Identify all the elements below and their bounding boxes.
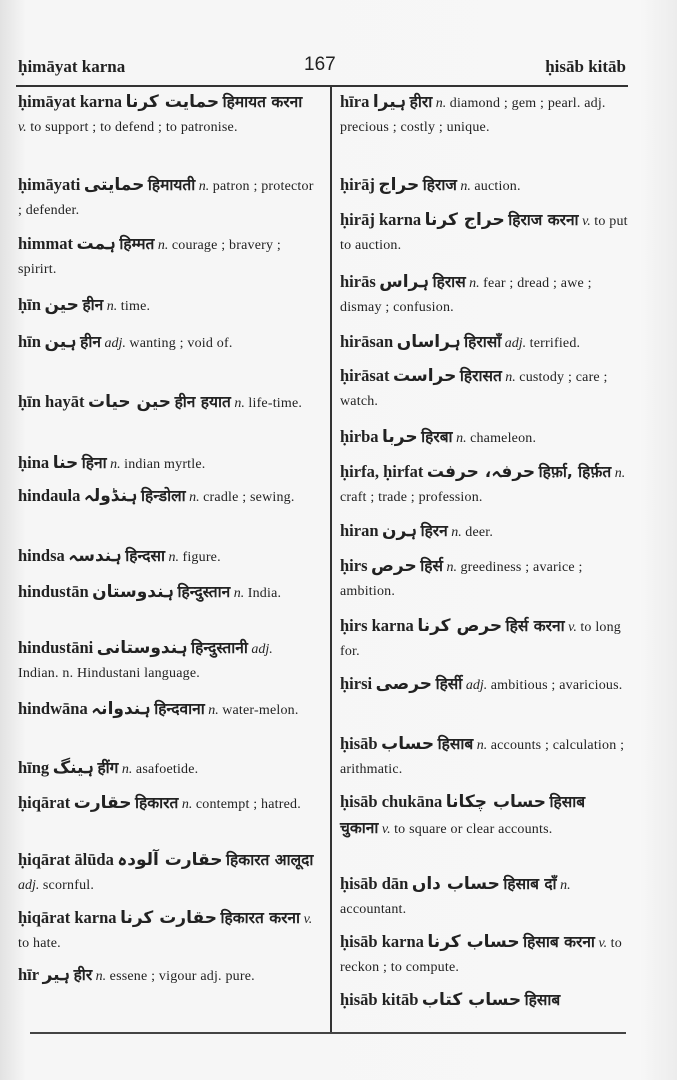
- part-of-speech: n.: [505, 370, 516, 385]
- devanagari-script: हिसाब: [524, 991, 561, 1009]
- definition: wanting ; void of.: [129, 336, 233, 351]
- urdu-script: حرص کرنا: [417, 616, 503, 636]
- dictionary-entry: [18, 544, 314, 570]
- urdu-script: حراست: [393, 366, 457, 386]
- part-of-speech: v.: [381, 822, 391, 837]
- devanagari-script: हिर्स करना: [505, 617, 565, 635]
- part-of-speech: v.: [18, 120, 27, 135]
- definition: India.: [247, 586, 282, 601]
- dictionary-entry: [340, 270, 628, 320]
- urdu-script: ہرن: [382, 521, 418, 541]
- dictionary-entry: [18, 848, 314, 898]
- headword: hirāsan: [340, 332, 394, 351]
- devanagari-script: हीरा: [409, 93, 433, 111]
- devanagari-script: हींग: [97, 759, 119, 777]
- definition: courage ; bravery ; spirirt.: [18, 238, 281, 277]
- definition: chameleon.: [470, 431, 537, 446]
- devanagari-script: हीन हयात: [174, 393, 231, 411]
- definition: custody ; care ; watch.: [340, 370, 608, 409]
- dictionary-entry: [340, 672, 628, 698]
- devanagari-script: हिरास: [432, 273, 466, 291]
- devanagari-script: हीर: [73, 966, 93, 984]
- headword: hindaula: [18, 486, 81, 505]
- headword: ḥiqārat: [18, 793, 71, 812]
- dictionary-entry: [18, 963, 314, 989]
- definition: scornful.: [42, 878, 95, 893]
- devanagari-script: हिसाब: [437, 735, 474, 753]
- part-of-speech: adj.: [465, 678, 488, 693]
- definition: to support ; to defend ; to patronise.: [30, 120, 238, 135]
- definition: essene ; vigour adj. pure.: [109, 969, 255, 984]
- headword: ḥīn hayāt: [18, 392, 85, 411]
- headword: ḥirsi: [340, 674, 373, 693]
- urdu-script: حساب: [381, 734, 435, 754]
- dictionary-entry: [340, 988, 628, 1014]
- urdu-script: حساب چکانا: [445, 792, 546, 812]
- dictionary-entry: [18, 293, 314, 319]
- part-of-speech: adj.: [104, 336, 126, 351]
- devanagari-script: हिरासाँ: [464, 333, 502, 351]
- dictionary-entry: [340, 364, 628, 414]
- headword: hindustān: [18, 582, 89, 601]
- headword: ḥiqārat ālūda: [18, 850, 114, 869]
- headword: ḥirba: [340, 427, 379, 446]
- urdu-script: حراج کرنا: [424, 210, 505, 230]
- devanagari-script: हिमायत करना: [222, 93, 303, 111]
- definition: cradle ; sewing.: [203, 490, 295, 505]
- devanagari-script: हिकारत आलूदा: [226, 851, 314, 869]
- part-of-speech: n.: [233, 586, 245, 601]
- definition: figure.: [182, 550, 221, 565]
- urdu-script: حرصی: [375, 674, 433, 694]
- urdu-script: حقارت کرنا: [120, 908, 217, 928]
- urdu-script: ہین: [44, 332, 77, 352]
- headword: ḥirs: [340, 556, 368, 575]
- devanagari-script: हिन्दसा: [125, 547, 165, 565]
- header-guide-word-left: ḥimāyat karna: [18, 57, 126, 76]
- headword: ḥirfa, ḥirfat: [340, 462, 424, 481]
- part-of-speech: n.: [469, 276, 480, 291]
- devanagari-script: हिन्डोला: [141, 487, 186, 505]
- headword: hindsa: [18, 546, 65, 565]
- definition: accounts ; calculation ; arithmatic.: [340, 738, 625, 777]
- dictionary-entry: [340, 460, 628, 510]
- header-rule: [16, 85, 628, 87]
- headword: hīng: [18, 758, 50, 777]
- definition: greediness ; avarice ; ambition.: [340, 560, 583, 599]
- urdu-script: ہندوستان: [92, 582, 174, 602]
- devanagari-script: हिन्दवाना: [154, 700, 205, 718]
- dictionary-entry: [18, 580, 314, 606]
- part-of-speech: n.: [95, 969, 107, 984]
- header-guide-word-right: ḥisāb kitāb: [545, 57, 626, 76]
- dictionary-entry: [18, 173, 314, 223]
- headword: ḥina: [18, 453, 50, 472]
- dictionary-entry: [18, 636, 314, 686]
- dictionary-entry: [18, 451, 314, 477]
- definition: life-time.: [248, 396, 303, 411]
- dictionary-entry: [18, 232, 314, 282]
- headword: hīra: [340, 92, 370, 111]
- dictionary-entry: [340, 90, 628, 140]
- urdu-script: حربا: [382, 427, 418, 447]
- part-of-speech: n.: [208, 703, 219, 718]
- page-header: [18, 52, 626, 82]
- dictionary-entry: [340, 872, 628, 922]
- dictionary-entry: [18, 484, 314, 510]
- devanagari-script: हिर्स: [420, 557, 443, 575]
- dictionary-entry: [18, 90, 314, 140]
- part-of-speech: n.: [189, 490, 200, 505]
- devanagari-script: हिम्मत: [119, 235, 155, 253]
- urdu-script: حین حیات: [87, 392, 172, 412]
- part-of-speech: n.: [234, 396, 245, 411]
- dictionary-entry: [340, 208, 628, 258]
- headword: hīn: [18, 332, 41, 351]
- urdu-script: ہمت: [76, 234, 116, 254]
- definition: to reckon ; to compute.: [340, 936, 622, 975]
- headword: ḥirāj karna: [340, 210, 422, 229]
- headword: ḥisāb: [340, 734, 378, 753]
- definition: to square or clear accounts.: [394, 822, 553, 837]
- dictionary-entry: [340, 554, 628, 604]
- part-of-speech: n.: [106, 299, 118, 314]
- devanagari-script: हिसाब चुकाना: [340, 793, 586, 837]
- headword: hirās: [340, 272, 376, 291]
- urdu-script: ہندوانہ: [91, 699, 151, 719]
- dictionary-entry: [340, 614, 628, 664]
- headword: hiran: [340, 521, 379, 540]
- part-of-speech: n.: [456, 431, 467, 446]
- part-of-speech: v.: [598, 936, 608, 951]
- urdu-script: ہیر: [42, 965, 71, 985]
- urdu-script: حمایتی: [83, 175, 145, 195]
- part-of-speech: n.: [451, 525, 462, 540]
- definition: terrified.: [529, 336, 581, 351]
- urdu-script: حراج: [378, 175, 420, 195]
- urdu-script: حقارت: [73, 793, 132, 813]
- dictionary-entry: [18, 791, 314, 817]
- dictionary-entry: [18, 330, 314, 356]
- part-of-speech: n.: [476, 738, 488, 753]
- definition: ambitious ; avaricious.: [490, 678, 623, 693]
- urdu-script: ہندوستانی: [96, 638, 188, 658]
- headword: ḥimāyat karna: [18, 92, 123, 111]
- urdu-script: حساب کرنا: [427, 932, 520, 952]
- part-of-speech: n.: [446, 560, 457, 575]
- definition: deer.: [465, 525, 494, 540]
- part-of-speech: adj.: [18, 878, 40, 893]
- definition: asafoetide.: [135, 762, 199, 777]
- dictionary-entry: [340, 173, 628, 199]
- headword: ḥisāb karna: [340, 932, 424, 951]
- part-of-speech: n.: [614, 466, 626, 481]
- part-of-speech: n.: [435, 96, 447, 111]
- headword: ḥiqārat karna: [18, 908, 117, 927]
- dictionary-entry: [340, 732, 628, 782]
- definition: water-melon.: [222, 703, 299, 718]
- part-of-speech: n.: [121, 762, 133, 777]
- devanagari-script: हिरबा: [421, 428, 453, 446]
- dictionary-entry: [340, 790, 628, 842]
- urdu-script: حرص: [371, 556, 417, 576]
- devanagari-script: हिसाब दाँ: [503, 875, 557, 893]
- headword: ḥisāb chukāna: [340, 792, 443, 811]
- devanagari-script: हिना: [81, 454, 107, 472]
- devanagari-script: हीन: [82, 296, 104, 314]
- part-of-speech: n.: [198, 179, 210, 194]
- dictionary-entry: [340, 330, 628, 356]
- part-of-speech: v.: [582, 214, 591, 229]
- page-number: 167: [304, 54, 336, 75]
- column-divider: [330, 87, 332, 1032]
- headword: ḥimāyati: [18, 175, 81, 194]
- devanagari-script: हिरन: [420, 522, 448, 540]
- devanagari-script: हिन्दुस्तान: [177, 583, 231, 601]
- definition: Indian. n. Hindustani language.: [18, 666, 200, 681]
- devanagari-script: हिन्दुस्तानी: [191, 639, 248, 657]
- headword: ḥirāj: [340, 175, 375, 194]
- urdu-script: حقارت آلودہ: [117, 850, 223, 870]
- urdu-script: ہراس: [379, 272, 430, 292]
- urdu-script: ہیرا: [372, 92, 407, 112]
- dictionary-entry: [340, 519, 628, 545]
- urdu-script: ہندسہ: [68, 546, 122, 566]
- headword: ḥisāb dān: [340, 874, 409, 893]
- definition: to put to auction.: [340, 214, 628, 253]
- headword: ḥīn: [18, 295, 41, 314]
- headword: himmat: [18, 234, 73, 253]
- devanagari-script: हिकारत करना: [220, 909, 301, 927]
- devanagari-script: हिराज करना: [508, 211, 579, 229]
- dictionary-entry: [18, 697, 314, 723]
- headword: hīr: [18, 965, 40, 984]
- dictionary-entry: [18, 756, 314, 782]
- part-of-speech: n.: [181, 797, 193, 812]
- part-of-speech: adj.: [251, 642, 273, 657]
- devanagari-script: हिर्फ़ा, हिर्फ़त: [538, 463, 612, 481]
- urdu-script: حساب کتاب: [421, 990, 522, 1010]
- devanagari-script: हिर्सी: [435, 675, 463, 693]
- footer-rule: [30, 1032, 626, 1034]
- part-of-speech: n.: [157, 238, 169, 253]
- headword: hindwāna: [18, 699, 88, 718]
- headword: ḥisāb kitāb: [340, 990, 419, 1009]
- urdu-script: حساب داں: [411, 874, 500, 894]
- urdu-script: ہنڈولہ: [83, 486, 138, 506]
- part-of-speech: v.: [303, 912, 313, 927]
- part-of-speech: n.: [560, 878, 571, 893]
- urdu-script: ہراساں: [396, 332, 461, 352]
- urdu-script: حمایت کرنا: [125, 92, 220, 112]
- urdu-script: حنا: [52, 453, 79, 473]
- headword: ḥirs karna: [340, 616, 414, 635]
- devanagari-script: हिमायती: [147, 176, 196, 194]
- definition: fear ; dread ; awe ; dismay ; confusion.: [340, 276, 592, 315]
- urdu-script: ہینگ: [52, 758, 94, 778]
- devanagari-script: हिराज: [422, 176, 457, 194]
- definition: craft ; trade ; profession.: [340, 490, 483, 505]
- part-of-speech: n.: [460, 179, 471, 194]
- definition: diamond ; gem ; pearl. adj. precious ; costly ; unique.: [340, 96, 606, 135]
- part-of-speech: adj.: [504, 336, 527, 351]
- definition: patron ; protector ; defender.: [18, 179, 314, 218]
- devanagari-script: हिकारत: [135, 794, 179, 812]
- definition: to long for.: [340, 620, 622, 659]
- dictionary-entry: [18, 906, 314, 956]
- devanagari-script: हीन: [80, 333, 101, 351]
- headword: ḥirāsat: [340, 366, 390, 385]
- definition: contempt ; hatred.: [195, 797, 301, 812]
- devanagari-script: हिसाब करना: [523, 933, 595, 951]
- headword: hindustāni: [18, 638, 94, 657]
- definition: time.: [120, 299, 151, 314]
- devanagari-script: हिरासत: [459, 367, 502, 385]
- dictionary-entry: [340, 930, 628, 980]
- definition: to hate.: [18, 936, 61, 951]
- part-of-speech: n.: [168, 550, 179, 565]
- dictionary-entry: [340, 425, 628, 451]
- definition: indian myrtle.: [124, 457, 206, 472]
- definition: accountant.: [340, 902, 407, 917]
- urdu-script: حرفہ، حرفت: [426, 462, 536, 482]
- part-of-speech: n.: [110, 457, 121, 472]
- dictionary-entry: [18, 390, 314, 416]
- part-of-speech: v.: [568, 620, 577, 635]
- definition: auction.: [474, 179, 521, 194]
- urdu-script: حین: [44, 295, 79, 315]
